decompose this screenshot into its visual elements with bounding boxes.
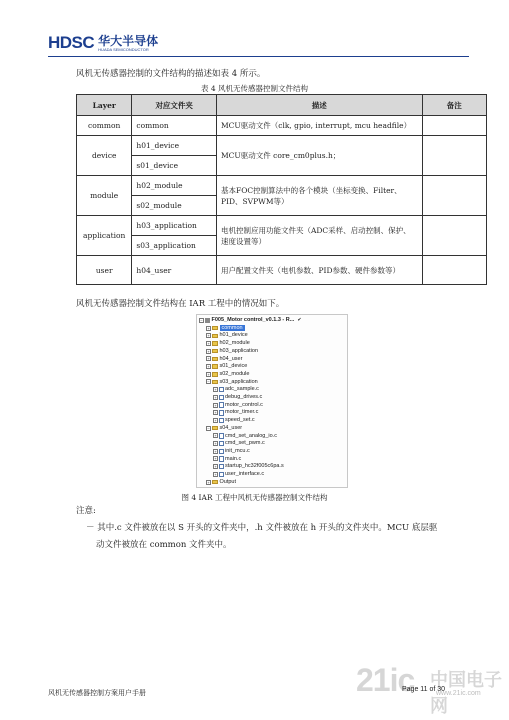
- tree-node-label: F005_Motor control_v0.1.3 - R...: [211, 317, 295, 323]
- checkmark-icon: ✔: [297, 317, 302, 323]
- tree-node-label: init_mcu.c: [225, 447, 250, 454]
- tree-expander-icon[interactable]: +: [214, 402, 217, 408]
- intro-paragraph: 风机无传感器控制的文件结构的描述如表 4 所示。: [76, 69, 266, 79]
- folder-icon: [212, 426, 218, 431]
- tree-expander-icon[interactable]: +: [214, 448, 217, 454]
- tree-node[interactable]: [206, 479, 236, 486]
- folder-cell: s02_module: [132, 196, 217, 216]
- iar-workspace-tree[interactable]: [196, 314, 348, 488]
- file-icon: [219, 433, 224, 439]
- folder-cell: h01_device: [132, 136, 217, 156]
- tree-node[interactable]: [206, 371, 249, 378]
- figure-caption: 图 4 IAR 工程中风机无传感器控制文件结构: [181, 493, 328, 502]
- folder-icon: [212, 341, 218, 346]
- tree-expander-icon[interactable]: +: [214, 410, 217, 416]
- footer-page-number: Page 11 of 30: [402, 686, 446, 693]
- folder-cell: s03_application: [132, 236, 217, 256]
- tree-intro-paragraph: 风机无传感器控制文件结构在 IAR 工程中的情况如下。: [76, 299, 285, 309]
- file-structure-table: [76, 94, 487, 285]
- project-icon: [205, 318, 210, 323]
- table-header-desc: 描述: [217, 95, 423, 116]
- layer-cell: user: [77, 256, 132, 285]
- logo: [48, 33, 158, 53]
- folder-icon: [212, 480, 218, 485]
- tree-node-label: debug_drives.c: [225, 394, 263, 400]
- tree-expander-icon[interactable]: +: [214, 441, 217, 447]
- header-divider: [48, 56, 469, 57]
- tree-node[interactable]: [206, 332, 248, 339]
- note-cell: [422, 136, 487, 176]
- tree-node-label: Output: [219, 478, 237, 485]
- table-row: [77, 256, 487, 285]
- tree-expander-icon[interactable]: +: [207, 479, 210, 485]
- note-line-2: 动文件被放在 common 文件夹中。: [96, 540, 232, 550]
- file-icon: [219, 395, 224, 401]
- tree-node-label: startup_hc32f005c6pa.s: [225, 463, 284, 470]
- note-cell: [422, 216, 487, 256]
- folder-icon: [212, 357, 218, 362]
- tree-node-label: h02_module: [219, 340, 250, 347]
- tree-node[interactable]: [206, 379, 258, 386]
- table-row: [77, 136, 487, 156]
- tree-node[interactable]: [213, 471, 264, 478]
- watermark-cn: 中国电子网: [430, 670, 502, 717]
- folder-cell: common: [132, 116, 217, 136]
- folder-icon: [212, 334, 218, 339]
- folder-cell: h03_application: [132, 216, 217, 236]
- logo-en: HUADA SEMICONDUCTOR: [98, 46, 149, 52]
- table-header-note: 备注: [422, 95, 487, 116]
- tree-expander-icon[interactable]: +: [207, 325, 210, 331]
- note-cell: [422, 256, 487, 285]
- tree-expander-icon[interactable]: +: [214, 433, 217, 439]
- tree-expander-icon[interactable]: +: [214, 471, 217, 477]
- watermark-url: www.21ic.com: [436, 690, 481, 697]
- tree-node[interactable]: [213, 433, 277, 440]
- tree-expander-icon[interactable]: +: [207, 356, 210, 362]
- tree-expander-icon[interactable]: −: [207, 425, 210, 431]
- folder-icon: [212, 372, 218, 377]
- folder-icon: [212, 364, 218, 369]
- folder-icon: [212, 380, 218, 385]
- file-icon: [219, 464, 224, 470]
- tree-node[interactable]: [213, 402, 263, 409]
- tree-node-label: s04_user: [219, 424, 243, 431]
- tree-node[interactable]: [213, 409, 258, 416]
- tree-node-label: s02_module: [219, 370, 250, 377]
- table-caption: 表 4 风机无传感器控制文件结构: [200, 84, 309, 93]
- logo-mark: HDSC: [48, 33, 95, 52]
- desc-cell: 电机控制应用功能文件夹（ADC采样、启动控制、保护、速度设置等）: [217, 216, 423, 256]
- tree-node-label: h01_device: [219, 332, 248, 339]
- tree-expander-icon[interactable]: +: [207, 340, 210, 346]
- tree-node[interactable]: [213, 417, 255, 424]
- tree-node-label: user_interface.c: [225, 471, 265, 477]
- tree-expander-icon[interactable]: +: [207, 364, 210, 370]
- table-row: [77, 216, 487, 236]
- tree-node[interactable]: [206, 340, 250, 347]
- tree-node[interactable]: [206, 325, 245, 332]
- tree-expander-icon[interactable]: +: [214, 387, 217, 393]
- tree-expander-icon[interactable]: +: [207, 371, 210, 377]
- tree-node-label: motor_timer.c: [225, 409, 259, 416]
- tree-expander-icon[interactable]: +: [214, 417, 217, 423]
- tree-node[interactable]: [213, 456, 241, 463]
- desc-cell: 用户配置文件夹（电机参数、PID参数、硬件参数等）: [217, 256, 423, 285]
- tree-node[interactable]: [213, 394, 262, 401]
- tree-node[interactable]: [206, 363, 247, 370]
- note-cell: [422, 176, 487, 216]
- tree-node-label: cmd_set_analog_io.c: [225, 432, 277, 439]
- tree-node[interactable]: [213, 463, 284, 470]
- tree-node-label: motor_control.c: [225, 401, 263, 408]
- layer-cell: application: [77, 216, 132, 256]
- desc-cell: MCU驱动文件（clk, gpio, interrupt, mcu headfile）: [217, 116, 423, 136]
- logo-cn: 华大半导体: [98, 33, 159, 48]
- tree-node-label: cmd_set_pwm.c: [225, 440, 265, 447]
- tree-expander-icon[interactable]: −: [207, 379, 210, 385]
- folder-cell: h04_user: [132, 256, 217, 285]
- folder-icon: [212, 349, 218, 354]
- table-header-folder: 对应文件夹: [132, 95, 217, 116]
- tree-expander-icon[interactable]: −: [200, 317, 203, 323]
- tree-expander-icon[interactable]: +: [214, 464, 217, 470]
- layer-cell: common: [77, 116, 132, 136]
- tree-node-label: speed_set.c: [225, 417, 255, 424]
- note-cell: [422, 116, 487, 136]
- layer-cell: device: [77, 136, 132, 176]
- tree-node-label: common: [221, 324, 243, 331]
- tree-node-label: h03_application: [219, 347, 259, 354]
- file-icon: [219, 402, 224, 408]
- tree-node[interactable]: [213, 440, 265, 447]
- tree-expander-icon[interactable]: +: [207, 348, 210, 354]
- file-icon: [219, 387, 224, 393]
- tree-node[interactable]: [206, 356, 242, 363]
- note-line-1: － 其中.c 文件被放在以 S 开头的文件夹中，.h 文件被放在 h 开头的文件夹中。MCU 底层驱: [86, 523, 438, 533]
- desc-cell: 基本FOC控制算法中的各个模块（坐标变换、Filter、PID、SVPWM等）: [217, 176, 423, 216]
- file-icon: [219, 472, 224, 478]
- tree-expander-icon[interactable]: +: [207, 333, 210, 339]
- file-icon: [219, 418, 224, 424]
- tree-expander-icon[interactable]: +: [214, 456, 217, 462]
- tree-node[interactable]: [206, 425, 242, 432]
- folder-icon: [212, 326, 218, 331]
- tree-node-label: s03_application: [219, 378, 258, 385]
- file-icon: [219, 456, 224, 462]
- note-title: 注意:: [76, 506, 96, 516]
- watermark-logo: 21ic: [356, 662, 415, 698]
- table-row: [77, 116, 487, 136]
- footer-doc-title: 风机无传感器控制方案用户手册: [48, 689, 146, 697]
- tree-expander-icon[interactable]: +: [214, 394, 217, 400]
- file-icon: [219, 449, 224, 455]
- tree-node-label: adc_sample.c: [225, 386, 259, 393]
- tree-node[interactable]: [199, 317, 302, 324]
- folder-cell: h02_module: [132, 176, 217, 196]
- desc-cell: MCU驱动文件 core_cm0plus.h；: [217, 136, 423, 176]
- tree-node-label: main.c: [225, 455, 242, 462]
- tree-node-label: h04_user: [219, 355, 243, 362]
- table-row: [77, 176, 487, 196]
- tree-node[interactable]: [213, 386, 259, 393]
- folder-cell: s01_device: [132, 156, 217, 176]
- tree-node[interactable]: [213, 448, 250, 455]
- file-icon: [219, 441, 224, 447]
- table-header-row: [77, 95, 487, 116]
- tree-node[interactable]: [206, 348, 258, 355]
- tree-node-label: s01_device: [219, 363, 248, 370]
- file-icon: [219, 410, 224, 416]
- table-header-layer: Layer: [77, 95, 132, 116]
- layer-cell: module: [77, 176, 132, 216]
